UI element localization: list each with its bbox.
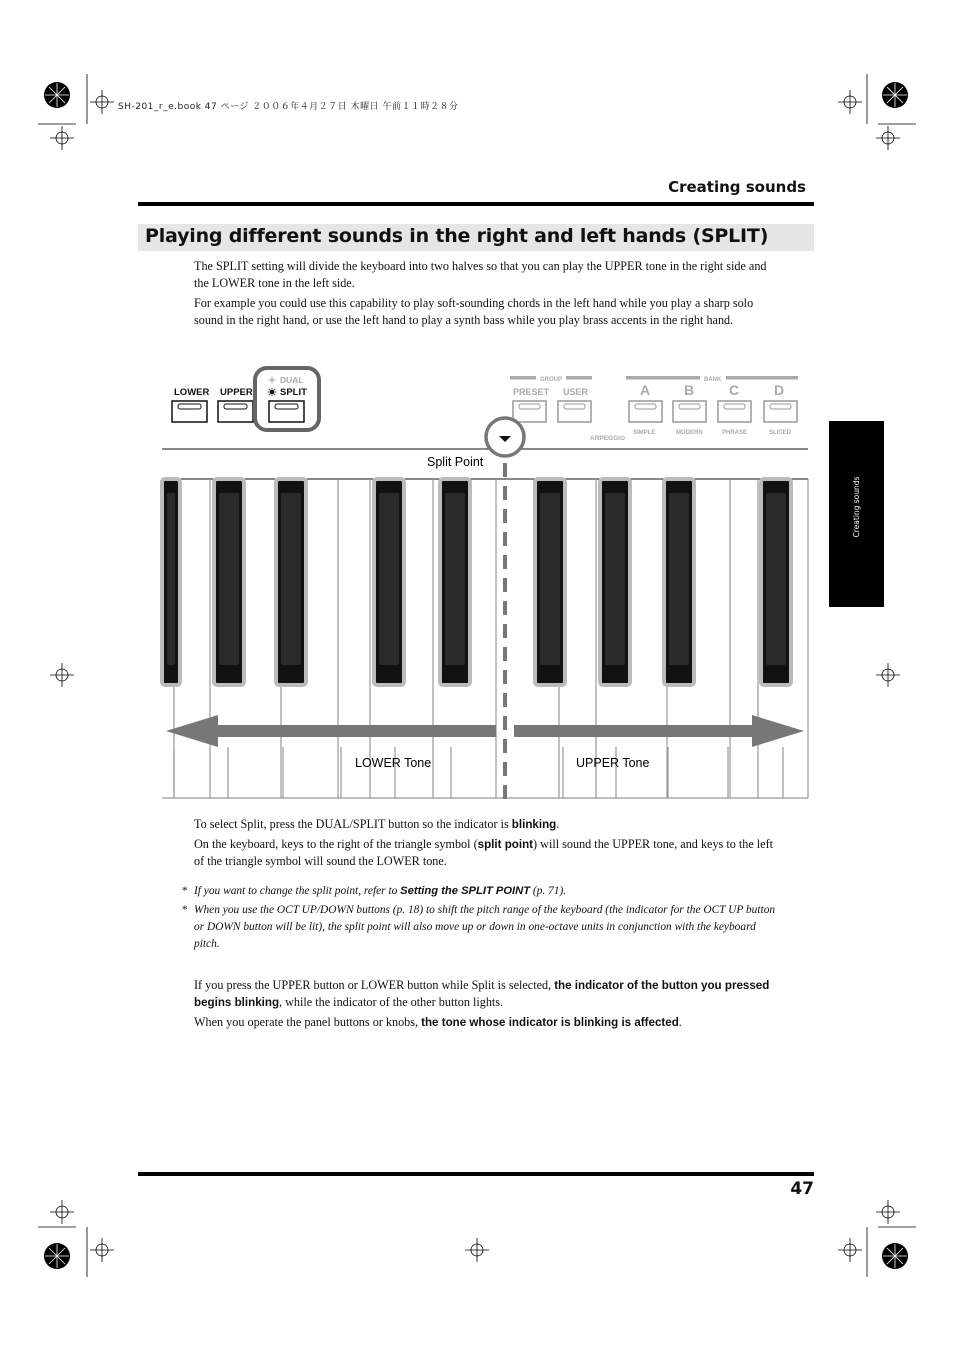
upper-range-arrow	[514, 715, 804, 747]
lower-tone-label: LOWER Tone	[355, 756, 432, 770]
press-paragraph	[194, 977, 779, 1011]
arp-simple-label: SIMPLE	[633, 430, 656, 436]
bank-bar-left	[626, 376, 700, 380]
select-paragraph	[194, 816, 779, 833]
intro-paragraph-2: For example you could use this capability to play soft-sounding chords in the left hand while you play a sharp solo sound in the right hand, or use the left hand to play a synth bass while you play brass accents in the right hand.	[194, 296, 754, 327]
bank-a-button[interactable]	[629, 401, 662, 422]
note-1-text: If you want to change the split point, refer to	[194, 885, 401, 897]
black-key[interactable]	[600, 479, 630, 685]
bank-c-button[interactable]	[718, 401, 751, 422]
running-header: Creating sounds	[668, 178, 806, 196]
split-keyboard-diagram	[138, 355, 814, 805]
bank-c-label: C	[729, 382, 740, 398]
bank-b-label: B	[684, 382, 695, 398]
select-end: .	[556, 817, 560, 831]
arpeggio-label: ARPEGGIO	[590, 435, 626, 442]
control-panel	[172, 368, 798, 442]
upper-button[interactable]	[218, 401, 253, 422]
note-2-text: When you use the OCT UP/DOWN buttons (p. 18) to shift the pitch range of the keyboard (the indicator for the OCT UP button or DOWN button will be lit), the split point will also move up or down in one-octave units in conjunction with the keyboard pitch.	[194, 904, 776, 950]
operate-text: When you operate the panel buttons or knobs,	[194, 1015, 422, 1029]
keys-end: ) will sound the UPPER tone, and keys to the left of the triangle symbol will sound the LOWER tone.	[194, 837, 774, 868]
black-key[interactable]	[761, 479, 791, 685]
header-rule	[138, 202, 814, 206]
bank-d-button[interactable]	[764, 401, 797, 422]
chapter-side-tab	[829, 421, 884, 607]
split-point-marker	[486, 418, 524, 456]
section-title: Playing different sounds in the right and left hands (SPLIT)	[145, 225, 769, 247]
preset-label: PRESET	[513, 387, 550, 397]
note-asterisk: *	[182, 904, 188, 916]
black-key[interactable]	[440, 479, 470, 685]
operate-paragraph	[194, 1014, 779, 1031]
upper-label: UPPER	[220, 387, 253, 398]
operate-bold: the tone whose indicator is blinking is affected	[421, 1016, 679, 1029]
press-end: , while the indicator of the other button lights.	[279, 995, 504, 1009]
black-key[interactable]	[276, 479, 306, 685]
keyboard	[162, 479, 808, 798]
press-text: If you press the UPPER button or LOWER button while Split is selected,	[194, 978, 555, 992]
black-key[interactable]	[664, 479, 694, 685]
group-bar-left	[510, 376, 536, 380]
side-tab-label: Creating sounds	[852, 476, 861, 538]
group-bar-right	[566, 376, 592, 380]
user-label: USER	[563, 387, 589, 397]
select-bold: blinking	[511, 818, 557, 831]
arp-modern-label: MODERN	[676, 430, 703, 436]
upper-tone-label: UPPER Tone	[576, 756, 650, 770]
group-label: GROUP	[540, 377, 563, 383]
dual-label: DUAL	[280, 375, 304, 385]
led-icon	[268, 376, 276, 384]
lower-button[interactable]	[172, 401, 207, 422]
bank-a-label: A	[640, 382, 651, 398]
split-point-label: Split Point	[427, 455, 484, 469]
keys-paragraph	[194, 836, 779, 870]
preset-button[interactable]	[513, 401, 546, 422]
black-key[interactable]	[374, 479, 404, 685]
press-bold: the indicator of the button you pressed begins blinking	[194, 979, 770, 1009]
black-key[interactable]	[535, 479, 565, 685]
note-asterisk: *	[182, 885, 188, 897]
note-1-link[interactable]: Setting the SPLIT POINT	[400, 885, 531, 897]
black-key[interactable]	[214, 479, 244, 685]
led-blink-icon	[268, 388, 276, 396]
bank-bar-right	[726, 376, 798, 380]
bank-d-label: D	[774, 382, 785, 398]
keys-bold: split point	[477, 838, 534, 851]
print-info: SH-201_r_e.book 47 ページ ２００６年４月２７日 木曜日 午前１１時２８分	[118, 102, 459, 112]
black-key[interactable]	[162, 479, 180, 685]
page-number: 47	[790, 1179, 814, 1199]
select-text: To select Split, press the DUAL/SPLIT button so the indicator is	[194, 817, 512, 831]
intro-paragraph-1: The SPLIT setting will divide the keyboard into two halves so that you can play the UPPER tone in the right side and the LOWER tone in the left side.	[194, 259, 767, 290]
footer-rule	[138, 1172, 814, 1176]
lower-range-arrow	[166, 715, 496, 747]
bank-label: BANK	[704, 377, 722, 383]
split-label: SPLIT	[280, 387, 307, 398]
note-1-end: (p. 71).	[530, 885, 567, 897]
note-2	[182, 902, 782, 953]
bank-b-button[interactable]	[673, 401, 706, 422]
lower-label: LOWER	[174, 387, 210, 398]
keys-text: On the keyboard, keys to the right of the triangle symbol (	[194, 837, 478, 851]
arp-sliced-label: SLICED	[769, 430, 792, 436]
note-1	[182, 883, 782, 900]
arp-phrase-label: PHRASE	[722, 430, 748, 436]
tone-range-arrows	[166, 715, 804, 747]
user-button[interactable]	[558, 401, 591, 422]
operate-end: .	[678, 1015, 682, 1029]
